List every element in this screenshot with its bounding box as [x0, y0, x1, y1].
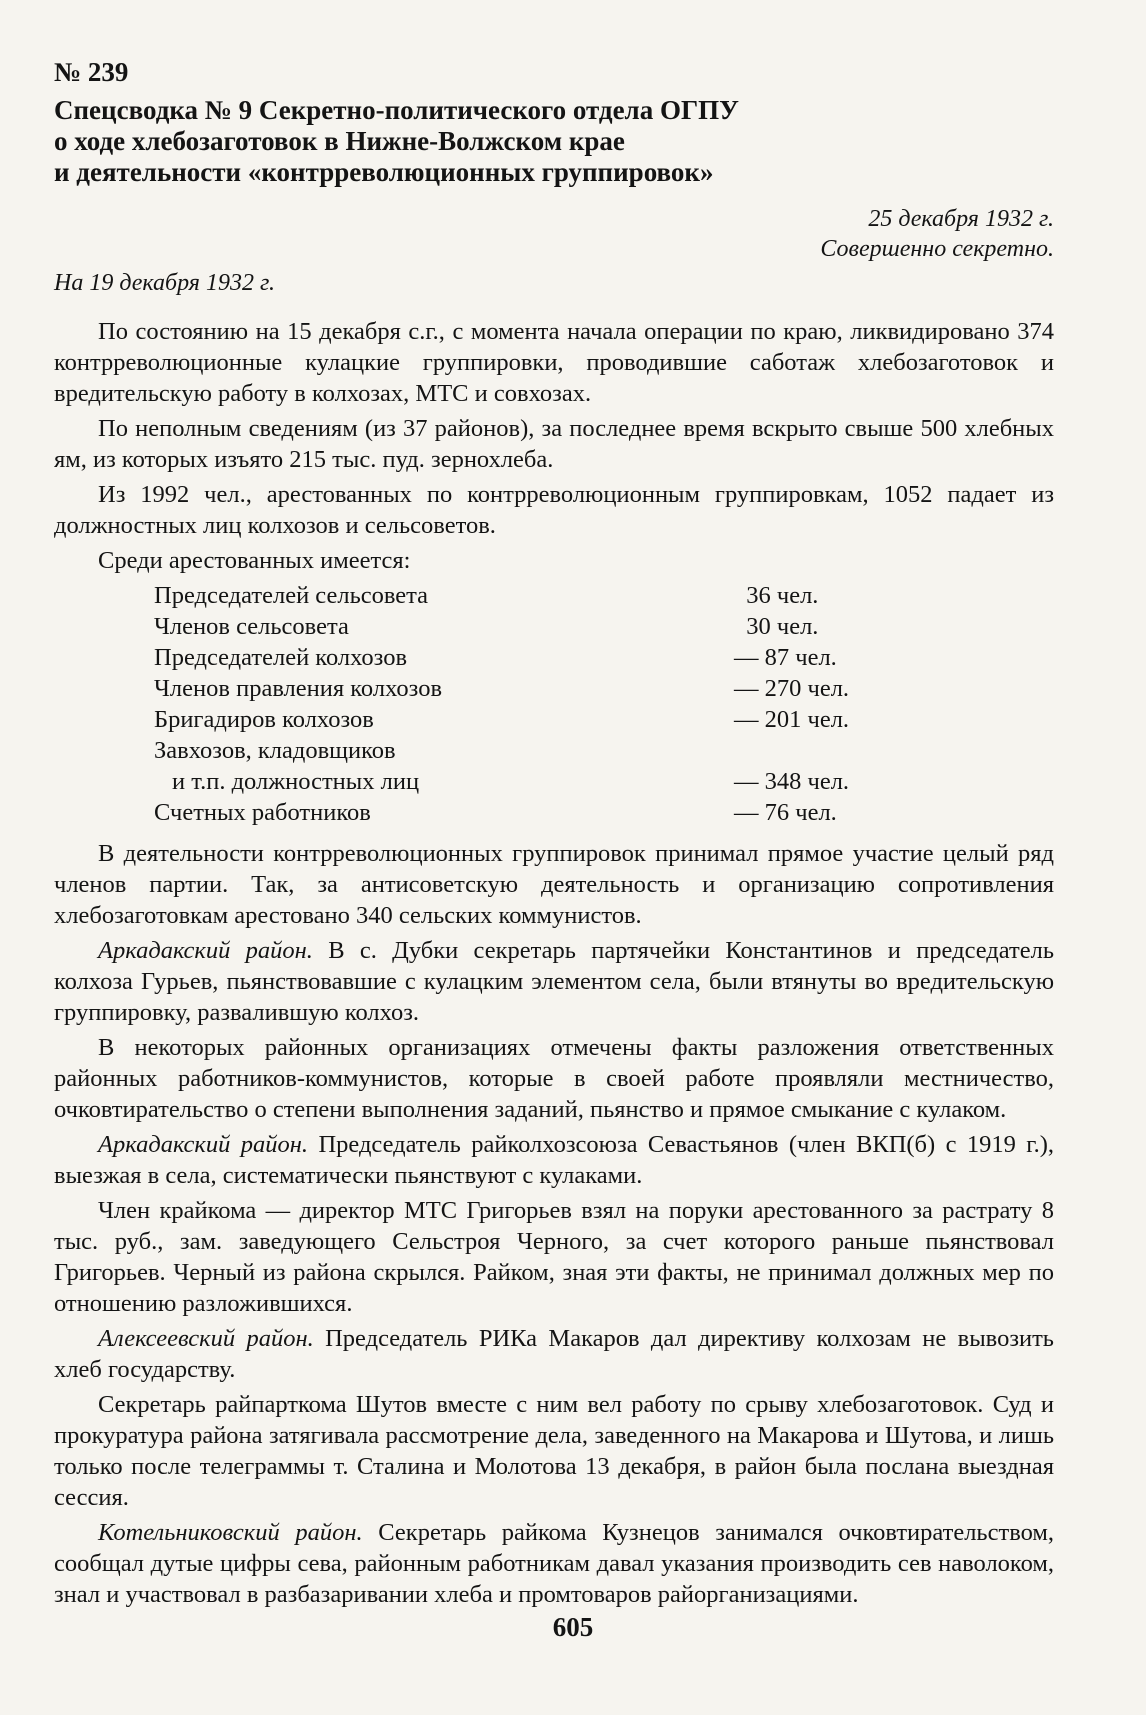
stat-row	[154, 673, 884, 704]
stat-value: 36 чел.	[734, 582, 819, 609]
stat-value	[734, 735, 884, 766]
stat-value: — 270 чел.	[734, 675, 850, 702]
stat-row	[154, 642, 884, 673]
document-date: 25 декабря 1932 г.	[868, 206, 1054, 232]
paragraph: Секретарь райпарткома Шутов вместе с ним вел работу по срыву хлебозаготовок. Суд и прокуратура района затягивала рассмотрение дела, заведенного на Макарова и Шутова, и лишь только после телеграммы т. Сталина и Молотова 13 декабря, в район была послана выездная сессия.	[54, 1391, 1054, 1511]
stat-label: Председателей сельсовета	[154, 582, 429, 609]
paragraph: По состоянию на 15 декабря с.г., с момента начала операции по краю, ликвидировано 374 контрреволюционные кулацкие группировки, проводившие саботаж хлебозаготовок и вредительскую работу в колхозах, МТС и совхозах.	[54, 318, 1054, 407]
stat-value: 30 чел.	[734, 613, 819, 640]
title-line: и деятельности «контрреволюционных группировок»	[54, 157, 714, 187]
title-line: о ходе хлебозаготовок в Нижне-Волжском крае	[54, 126, 625, 156]
page-content	[54, 55, 1054, 1614]
stat-value: — 76 чел.	[734, 799, 837, 826]
paragraph	[54, 935, 1054, 1028]
paragraph: Среди арестованных имеется:	[98, 547, 411, 574]
stat-value: — 201 чел.	[734, 706, 850, 733]
paragraph-text: В с. Дубки секретарь партячейки Константинов и председатель колхоза Гурьев, пьянствовавшие с кулацким элементом села, были втянуты во вредительскую группировку, развалившую колхоз.	[54, 937, 1054, 1026]
paragraph: В деятельности контрреволюционных группировок принимал прямое участие целый ряд членов партии. Так, за антисоветскую деятельность и организацию сопротивления хлебозаготовкам арестовано 340 сельских коммунистов.	[54, 840, 1054, 929]
stat-row	[154, 766, 884, 797]
paragraph: По неполным сведениям (из 37 районов), за последнее время вскрыто свыше 500 хлебных ям, из которых изъято 215 тыс. пуд. зернохлеба.	[54, 415, 1054, 473]
classification-mark: Совершенно секретно.	[820, 236, 1054, 262]
stat-row	[154, 797, 884, 828]
document-number: № 239	[54, 57, 129, 87]
arrest-stats-list	[154, 580, 884, 828]
stat-row	[154, 611, 884, 642]
page-number: 605	[552, 1612, 594, 1642]
paragraph	[54, 1323, 1054, 1385]
stat-row	[154, 735, 884, 766]
stat-row	[154, 704, 884, 735]
stat-row	[154, 580, 884, 611]
stat-label: Председателей колхозов	[154, 644, 408, 671]
stat-label: Членов правления колхозов	[154, 675, 443, 702]
stat-label: и т.п. должностных лиц	[172, 768, 420, 795]
stat-value: — 348 чел.	[734, 768, 850, 795]
paragraph-text: Секретарь райкома Кузнецов занимался очковтирательством, сообщал дутые цифры сева, районным работникам давал указания производить сев наволоком, знал и участвовал в разбазаривании хлеба и промтоваров райорганизациями.	[54, 1519, 1055, 1608]
district-name: Аркадакский район.	[98, 937, 313, 964]
paragraph: Из 1992 чел., арестованных по контрреволюционным группировкам, 1052 падает из должностных лиц колхозов и сельсоветов.	[54, 481, 1054, 539]
paragraph-text: Председатель РИКа Макаров дал директиву колхозам не вывозить хлеб государству.	[54, 1325, 1054, 1383]
stat-label: Счетных работников	[154, 799, 371, 826]
stat-label: Завхозов, кладовщиков	[154, 737, 396, 764]
district-name: Аркадакский район.	[98, 1131, 309, 1158]
stat-label: Членов сельсовета	[154, 613, 349, 640]
title-line: Спецсводка № 9 Секретно-политического отдела ОГПУ	[54, 95, 739, 125]
as-of-date: На 19 декабря 1932 г.	[54, 270, 276, 296]
district-name: Алексеевский район.	[98, 1325, 314, 1352]
district-name: Котельниковский район.	[98, 1519, 363, 1546]
paragraph-text: Председатель райколхозсоюза Севастьянов (член ВКП(б) с 1919 г.), выезжая в села, систематически пьянствуют с кулаками.	[54, 1131, 1054, 1189]
stat-value: — 87 чел.	[734, 644, 837, 671]
paragraph	[54, 1129, 1054, 1191]
paragraph	[54, 1517, 1054, 1610]
stat-label: Бригадиров колхозов	[154, 706, 374, 733]
paragraph: Член крайкома — директор МТС Григорьев взял на поруки арестованного за растрату 8 тыс. руб., зам. заведующего Сельстроя Черного, за счет которого раньше пьянствовал Григорьев. Черный из района скрылся. Райком, зная эти факты, не принимал должных мер по отношению разложившихся.	[54, 1197, 1054, 1317]
paragraph: В некоторых районных организациях отмечены факты разложения ответственных районных работников-коммунистов, которые в своей работе проявляли местничество, очковтирательство о степени выполнения заданий, пьянство и прямое смыкание с кулаком.	[54, 1034, 1054, 1123]
document-title	[54, 95, 1054, 188]
